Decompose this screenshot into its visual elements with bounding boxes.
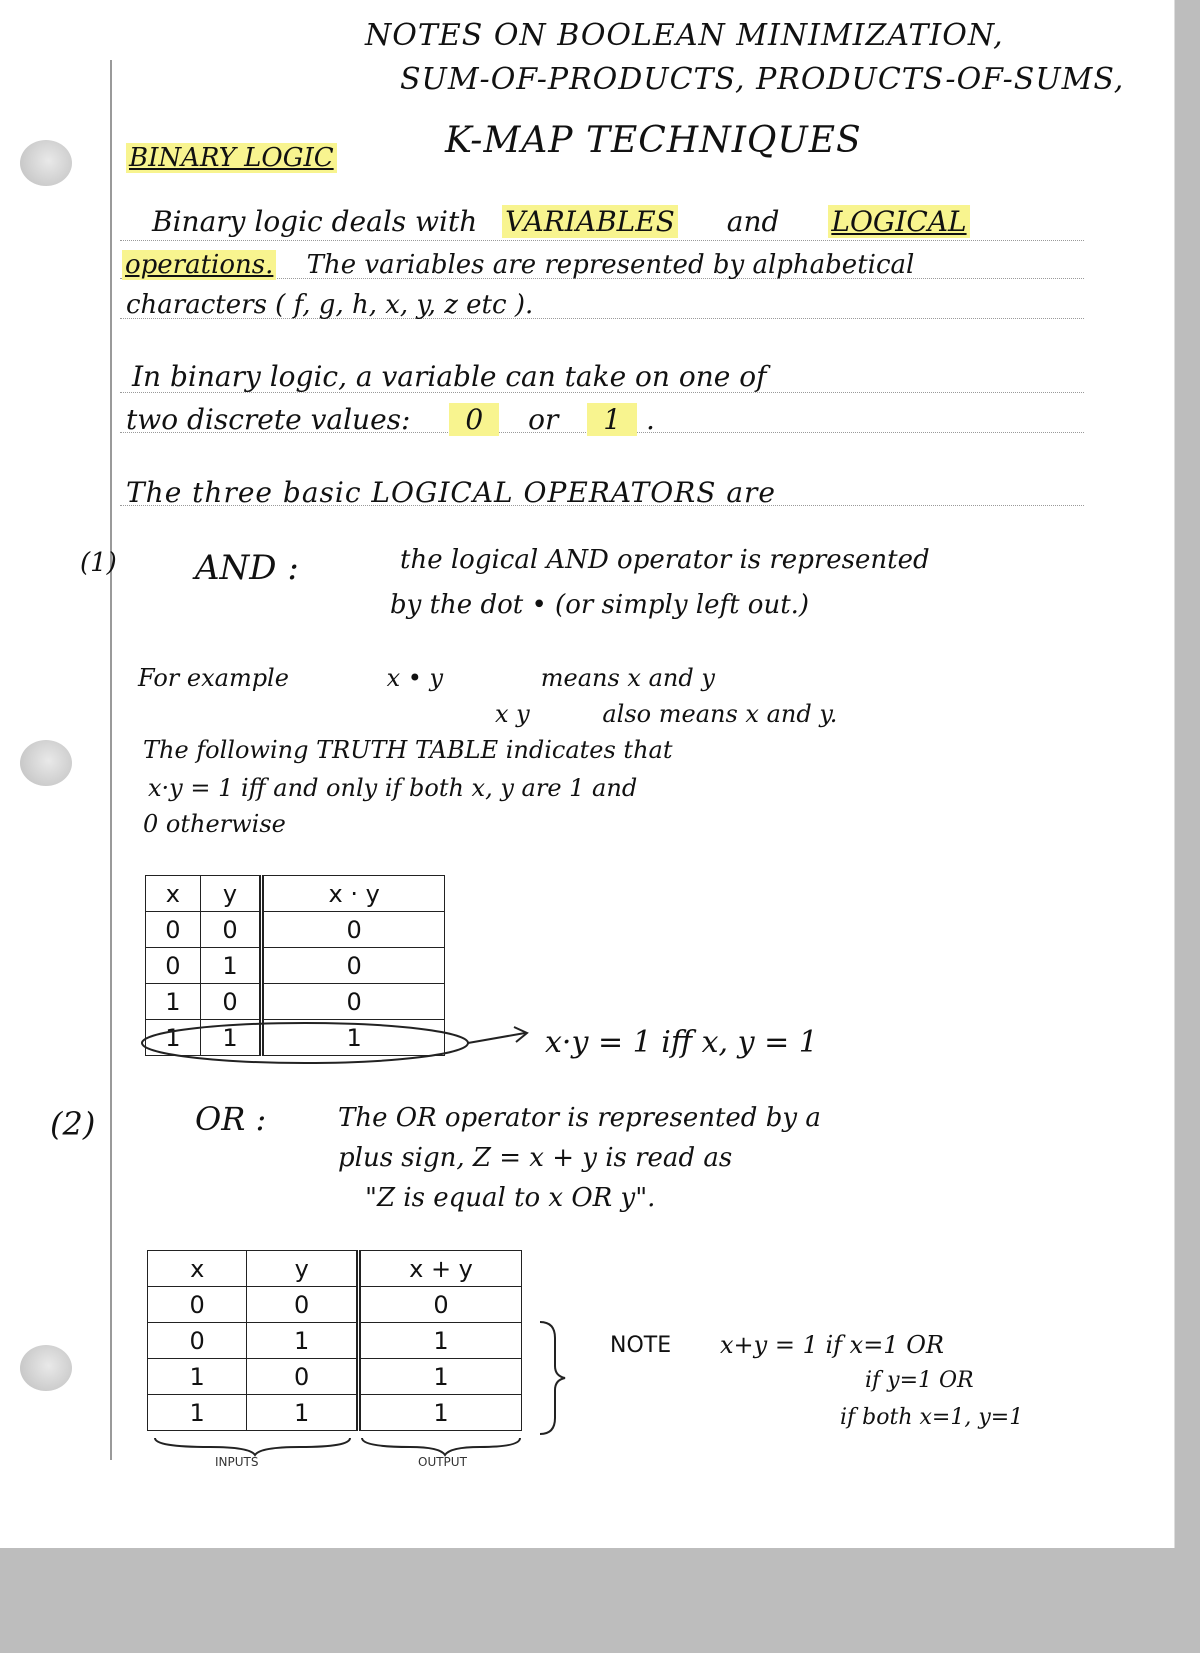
and-example-1: For example x • y means x and y — [138, 664, 715, 692]
table-cell: 0 — [146, 912, 201, 948]
table-cell: 0 — [148, 1323, 247, 1359]
table-cell: 0 — [146, 948, 201, 984]
inputs-label: INPUTS — [215, 1455, 259, 1469]
underbraces — [150, 1435, 530, 1465]
table-cell: 1 — [146, 984, 201, 1020]
and-example-2: x y also means x and y. — [495, 700, 838, 728]
section-label: BINARY LOGIC — [126, 143, 337, 173]
table-cell: 1 — [262, 1020, 445, 1056]
margin-line — [110, 60, 112, 1460]
table-row — [148, 1359, 522, 1395]
table-header-row — [148, 1251, 522, 1287]
table-header: x — [146, 876, 201, 912]
note-line-2: if y=1 OR — [865, 1368, 974, 1393]
note-label: NOTE — [610, 1333, 672, 1358]
table-header: x · y — [262, 876, 445, 912]
table-cell: 1 — [148, 1359, 247, 1395]
or-desc-2: plus sign, Z = x + y is read as — [338, 1143, 733, 1173]
table-row — [146, 912, 445, 948]
table-row — [146, 948, 445, 984]
operators-intro: The three basic LOGICAL OPERATORS are — [126, 476, 776, 509]
or-number: (2) — [50, 1105, 96, 1143]
and-heading: AND : — [195, 548, 299, 588]
ruled-line — [120, 240, 1084, 241]
table-cell: 0 — [200, 984, 262, 1020]
table-row — [148, 1323, 522, 1359]
table-cell: 1 — [148, 1395, 247, 1431]
and-desc-1: the logical AND operator is represented — [400, 545, 930, 575]
or-heading: OR : — [195, 1100, 267, 1138]
or-truth-table — [147, 1250, 522, 1431]
table-header: x — [148, 1251, 247, 1287]
intro-line-1: Binary logic deals with VARIABLES and LOGICAL — [152, 205, 970, 238]
table-cell: 0 — [200, 912, 262, 948]
table-cell: 1 — [200, 1020, 262, 1056]
right-brace — [535, 1318, 575, 1438]
and-truth-text-1: The following TRUTH TABLE indicates that — [143, 736, 673, 764]
table-header: x + y — [359, 1251, 522, 1287]
intro-line-3: characters ( f, g, h, x, y, z etc ). — [126, 290, 534, 320]
punch-hole-top — [20, 140, 72, 186]
note-line-1: x+y = 1 if x=1 OR — [720, 1331, 944, 1359]
table-cell: 0 — [148, 1287, 247, 1323]
table-cell: 1 — [146, 1020, 201, 1056]
table-cell: 1 — [200, 948, 262, 984]
table-cell: 1 — [359, 1395, 522, 1431]
table-row — [148, 1287, 522, 1323]
highlight-loop-arrow — [140, 1015, 540, 1075]
table-cell: 1 — [247, 1395, 359, 1431]
table-cell: 0 — [262, 984, 445, 1020]
table-cell: 0 — [262, 948, 445, 984]
table-cell: 1 — [359, 1359, 522, 1395]
note-line-3: if both x=1, y=1 — [840, 1405, 1024, 1430]
title-line-1: NOTES ON BOOLEAN MINIMIZATION, — [365, 18, 1004, 53]
and-truth-text-2: x·y = 1 iff and only if both x, y are 1 and — [148, 774, 638, 802]
and-result: x·y = 1 iff x, y = 1 — [545, 1025, 818, 1060]
punch-hole-middle — [20, 740, 72, 786]
intro-line-2: operations. The variables are represented by alphabetical — [122, 250, 914, 280]
or-desc-3: "Z is equal to x OR y". — [365, 1183, 656, 1213]
table-cell: 1 — [247, 1323, 359, 1359]
table-row — [148, 1395, 522, 1431]
table-cell: 0 — [262, 912, 445, 948]
table-header: y — [247, 1251, 359, 1287]
punch-hole-bottom — [20, 1345, 72, 1391]
values-line-2: two discrete values: 0 or 1 . — [126, 403, 655, 436]
table-header: y — [200, 876, 262, 912]
table-cell: 1 — [359, 1323, 522, 1359]
table-header-row — [146, 876, 445, 912]
title-line-2: SUM-OF-PRODUCTS, PRODUCTS-OF-SUMS, — [400, 62, 1125, 97]
and-truth-text-3: 0 otherwise — [143, 810, 286, 838]
and-number: (1) — [80, 548, 117, 578]
or-desc-1: The OR operator is represented by a — [338, 1103, 821, 1133]
values-line-1: In binary logic, a variable can take on one of — [132, 360, 767, 393]
title-line-3: K-MAP TECHNIQUES — [445, 120, 862, 161]
table-cell: 0 — [247, 1359, 359, 1395]
and-desc-2: by the dot • (or simply left out.) — [390, 590, 810, 620]
table-cell: 0 — [247, 1287, 359, 1323]
table-cell: 0 — [359, 1287, 522, 1323]
output-label: OUTPUT — [418, 1455, 467, 1469]
